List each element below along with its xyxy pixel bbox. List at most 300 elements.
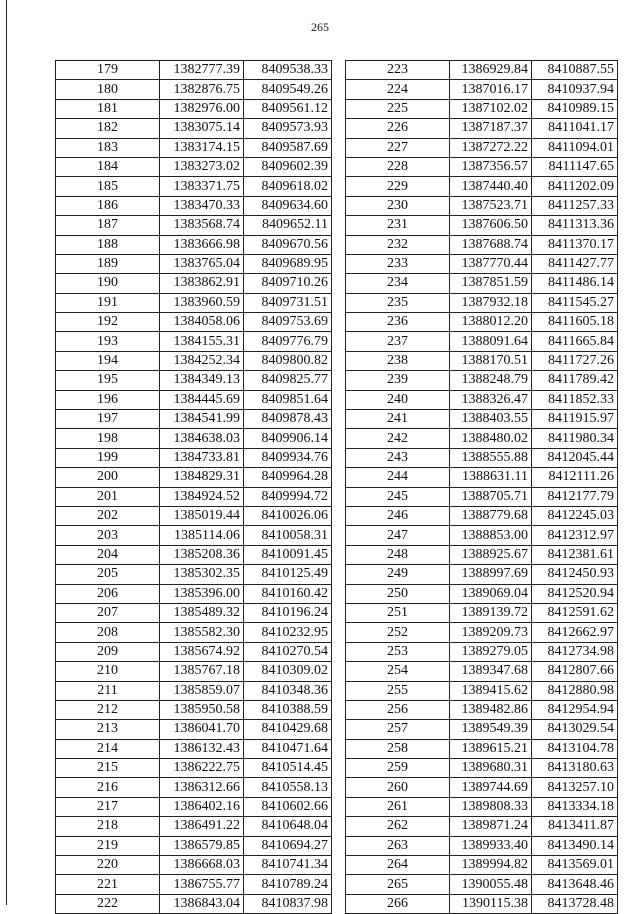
point-number-cell: 207 — [56, 603, 160, 622]
x-coordinate-cell: 1385114.06 — [160, 526, 244, 545]
x-coordinate-cell: 1385767.18 — [160, 662, 244, 681]
y-coordinate-cell: 8409549.26 — [244, 80, 332, 99]
x-coordinate-cell: 1386402.16 — [160, 797, 244, 816]
y-coordinate-cell: 8409934.76 — [244, 448, 332, 467]
point-number-cell: 238 — [346, 351, 450, 370]
point-number-cell: 257 — [346, 720, 450, 739]
x-coordinate-cell: 1390115.38 — [450, 894, 532, 913]
y-coordinate-cell: 8409538.33 — [244, 61, 332, 80]
y-coordinate-cell: 8412807.66 — [532, 662, 618, 681]
x-coordinate-cell: 1387688.74 — [450, 235, 532, 254]
table-row — [346, 61, 618, 80]
x-coordinate-cell: 1388091.64 — [450, 332, 532, 351]
x-coordinate-cell: 1387851.59 — [450, 274, 532, 293]
y-coordinate-cell: 8409776.79 — [244, 332, 332, 351]
x-coordinate-cell: 1389347.68 — [450, 662, 532, 681]
y-coordinate-cell: 8410937.94 — [532, 80, 618, 99]
point-number-cell: 179 — [56, 61, 160, 80]
y-coordinate-cell: 8412591.62 — [532, 603, 618, 622]
point-number-cell: 242 — [346, 429, 450, 448]
table-row — [56, 642, 332, 661]
table-row — [56, 739, 332, 758]
y-coordinate-cell: 8409753.69 — [244, 313, 332, 332]
table-row — [346, 817, 618, 836]
x-coordinate-cell: 1387932.18 — [450, 293, 532, 312]
y-coordinate-cell: 8409561.12 — [244, 99, 332, 118]
x-coordinate-cell: 1383960.59 — [160, 293, 244, 312]
table-row — [56, 332, 332, 351]
x-coordinate-cell: 1389680.31 — [450, 759, 532, 778]
y-coordinate-cell: 8409652.11 — [244, 216, 332, 235]
y-coordinate-cell: 8413728.48 — [532, 894, 618, 913]
y-coordinate-cell: 8410558.13 — [244, 778, 332, 797]
table-row — [346, 410, 618, 429]
point-number-cell: 218 — [56, 817, 160, 836]
point-number-cell: 243 — [346, 448, 450, 467]
point-number-cell: 265 — [346, 875, 450, 894]
x-coordinate-cell: 1385582.30 — [160, 623, 244, 642]
table-row — [56, 274, 332, 293]
x-coordinate-cell: 1386579.85 — [160, 836, 244, 855]
y-coordinate-cell: 8412880.98 — [532, 681, 618, 700]
y-coordinate-cell: 8411486.14 — [532, 274, 618, 293]
x-coordinate-cell: 1383273.02 — [160, 157, 244, 176]
y-coordinate-cell: 8409670.56 — [244, 235, 332, 254]
point-number-cell: 222 — [56, 894, 160, 913]
table-row — [56, 351, 332, 370]
point-number-cell: 212 — [56, 700, 160, 719]
table-row — [346, 894, 618, 913]
y-coordinate-cell: 8410125.49 — [244, 565, 332, 584]
y-coordinate-cell: 8410694.27 — [244, 836, 332, 855]
y-coordinate-cell: 8410196.24 — [244, 603, 332, 622]
point-number-cell: 180 — [56, 80, 160, 99]
table-row — [346, 351, 618, 370]
table-row — [346, 545, 618, 564]
table-row — [56, 448, 332, 467]
point-number-cell: 233 — [346, 254, 450, 273]
table-row — [56, 817, 332, 836]
point-number-cell: 221 — [56, 875, 160, 894]
y-coordinate-cell: 8411370.17 — [532, 235, 618, 254]
x-coordinate-cell: 1389549.39 — [450, 720, 532, 739]
x-coordinate-cell: 1386755.77 — [160, 875, 244, 894]
point-number-cell: 247 — [346, 526, 450, 545]
x-coordinate-cell: 1389744.69 — [450, 778, 532, 797]
point-number-cell: 185 — [56, 177, 160, 196]
x-coordinate-cell: 1386132.43 — [160, 739, 244, 758]
table-row — [56, 584, 332, 603]
y-coordinate-cell: 8409689.95 — [244, 254, 332, 273]
y-coordinate-cell: 8413029.54 — [532, 720, 618, 739]
point-number-cell: 262 — [346, 817, 450, 836]
table-row — [56, 681, 332, 700]
y-coordinate-cell: 8410514.45 — [244, 759, 332, 778]
table-row — [346, 623, 618, 642]
point-number-cell: 195 — [56, 371, 160, 390]
x-coordinate-cell: 1389415.62 — [450, 681, 532, 700]
x-coordinate-cell: 1386843.04 — [160, 894, 244, 913]
x-coordinate-cell: 1387523.71 — [450, 196, 532, 215]
y-coordinate-cell: 8410471.64 — [244, 739, 332, 758]
y-coordinate-cell: 8411427.77 — [532, 254, 618, 273]
x-coordinate-cell: 1383862.91 — [160, 274, 244, 293]
y-coordinate-cell: 8411147.65 — [532, 157, 618, 176]
y-coordinate-cell: 8409710.26 — [244, 274, 332, 293]
y-coordinate-cell: 8412450.93 — [532, 565, 618, 584]
y-coordinate-cell: 8412381.61 — [532, 545, 618, 564]
y-coordinate-cell: 8409800.82 — [244, 351, 332, 370]
point-number-cell: 193 — [56, 332, 160, 351]
table-row — [56, 856, 332, 875]
table-row — [346, 836, 618, 855]
table-row — [346, 759, 618, 778]
point-number-cell: 217 — [56, 797, 160, 816]
y-coordinate-cell: 8410602.66 — [244, 797, 332, 816]
point-number-cell: 216 — [56, 778, 160, 797]
y-coordinate-cell: 8409825.77 — [244, 371, 332, 390]
y-coordinate-cell: 8411313.36 — [532, 216, 618, 235]
page-number: 265 — [311, 20, 329, 34]
x-coordinate-cell: 1383174.15 — [160, 138, 244, 157]
table-row — [346, 506, 618, 525]
x-coordinate-cell: 1384638.03 — [160, 429, 244, 448]
y-coordinate-cell: 8410091.45 — [244, 545, 332, 564]
y-coordinate-cell: 8412111.26 — [532, 468, 618, 487]
y-coordinate-cell: 8409731.51 — [244, 293, 332, 312]
y-coordinate-cell: 8411915.97 — [532, 410, 618, 429]
y-coordinate-cell: 8409906.14 — [244, 429, 332, 448]
y-coordinate-cell: 8411545.27 — [532, 293, 618, 312]
x-coordinate-cell: 1384733.81 — [160, 448, 244, 467]
table-row — [56, 875, 332, 894]
x-coordinate-cell: 1387770.44 — [450, 254, 532, 273]
y-coordinate-cell: 8410058.31 — [244, 526, 332, 545]
point-number-cell: 201 — [56, 487, 160, 506]
y-coordinate-cell: 8413490.14 — [532, 836, 618, 855]
table-row — [56, 506, 332, 525]
table-row — [346, 177, 618, 196]
y-coordinate-cell: 8413569.01 — [532, 856, 618, 875]
x-coordinate-cell: 1382777.39 — [160, 61, 244, 80]
x-coordinate-cell: 1389615.21 — [450, 739, 532, 758]
x-coordinate-cell: 1383470.33 — [160, 196, 244, 215]
y-coordinate-cell: 8413257.10 — [532, 778, 618, 797]
point-number-cell: 183 — [56, 138, 160, 157]
point-number-cell: 210 — [56, 662, 160, 681]
point-number-cell: 214 — [56, 739, 160, 758]
x-coordinate-cell: 1386222.75 — [160, 759, 244, 778]
x-coordinate-cell: 1386312.66 — [160, 778, 244, 797]
table-row — [346, 429, 618, 448]
x-coordinate-cell: 1386929.84 — [450, 61, 532, 80]
y-coordinate-cell: 8411665.84 — [532, 332, 618, 351]
table-row — [56, 119, 332, 138]
table-row — [56, 565, 332, 584]
x-coordinate-cell: 1384445.69 — [160, 390, 244, 409]
table-row — [56, 894, 332, 913]
y-coordinate-cell: 8412045.44 — [532, 448, 618, 467]
point-number-cell: 198 — [56, 429, 160, 448]
x-coordinate-cell: 1388631.11 — [450, 468, 532, 487]
table-row — [56, 157, 332, 176]
table-row — [346, 797, 618, 816]
x-coordinate-cell: 1384058.06 — [160, 313, 244, 332]
table-row — [56, 468, 332, 487]
x-coordinate-cell: 1389871.24 — [450, 817, 532, 836]
x-coordinate-cell: 1386491.22 — [160, 817, 244, 836]
y-coordinate-cell: 8410026.06 — [244, 506, 332, 525]
table-row — [56, 623, 332, 642]
table-row — [346, 390, 618, 409]
point-number-cell: 213 — [56, 720, 160, 739]
y-coordinate-cell: 8411257.33 — [532, 196, 618, 215]
y-coordinate-cell: 8410309.02 — [244, 662, 332, 681]
table-row — [56, 61, 332, 80]
table-row — [56, 603, 332, 622]
point-number-cell: 237 — [346, 332, 450, 351]
table-row — [56, 487, 332, 506]
coordinates-table-left — [55, 60, 332, 914]
x-coordinate-cell: 1387187.37 — [450, 119, 532, 138]
y-coordinate-cell: 8410789.24 — [244, 875, 332, 894]
point-number-cell: 211 — [56, 681, 160, 700]
table-row — [56, 99, 332, 118]
point-number-cell: 194 — [56, 351, 160, 370]
table-row — [346, 700, 618, 719]
x-coordinate-cell: 1383075.14 — [160, 119, 244, 138]
x-coordinate-cell: 1386041.70 — [160, 720, 244, 739]
x-coordinate-cell: 1382976.00 — [160, 99, 244, 118]
x-coordinate-cell: 1389808.33 — [450, 797, 532, 816]
point-number-cell: 181 — [56, 99, 160, 118]
y-coordinate-cell: 8410388.59 — [244, 700, 332, 719]
table-row — [346, 119, 618, 138]
point-number-cell: 253 — [346, 642, 450, 661]
y-coordinate-cell: 8411202.09 — [532, 177, 618, 196]
point-number-cell: 203 — [56, 526, 160, 545]
point-number-cell: 200 — [56, 468, 160, 487]
page-edge-line — [6, 0, 7, 905]
table-row — [56, 371, 332, 390]
table-row — [346, 875, 618, 894]
point-number-cell: 190 — [56, 274, 160, 293]
y-coordinate-cell: 8413180.63 — [532, 759, 618, 778]
table-row — [346, 856, 618, 875]
table-row — [346, 642, 618, 661]
x-coordinate-cell: 1385396.00 — [160, 584, 244, 603]
y-coordinate-cell: 8411094.01 — [532, 138, 618, 157]
y-coordinate-cell: 8412177.79 — [532, 487, 618, 506]
table-row — [56, 759, 332, 778]
y-coordinate-cell: 8410348.36 — [244, 681, 332, 700]
point-number-cell: 255 — [346, 681, 450, 700]
y-coordinate-cell: 8410270.54 — [244, 642, 332, 661]
table-row — [56, 526, 332, 545]
x-coordinate-cell: 1388480.02 — [450, 429, 532, 448]
table-row — [56, 390, 332, 409]
y-coordinate-cell: 8411727.26 — [532, 351, 618, 370]
point-number-cell: 230 — [346, 196, 450, 215]
table-row — [346, 448, 618, 467]
y-coordinate-cell: 8410160.42 — [244, 584, 332, 603]
point-number-cell: 184 — [56, 157, 160, 176]
point-number-cell: 189 — [56, 254, 160, 273]
x-coordinate-cell: 1387016.17 — [450, 80, 532, 99]
table-row — [56, 797, 332, 816]
point-number-cell: 188 — [56, 235, 160, 254]
x-coordinate-cell: 1382876.75 — [160, 80, 244, 99]
x-coordinate-cell: 1387102.02 — [450, 99, 532, 118]
y-coordinate-cell: 8409618.02 — [244, 177, 332, 196]
point-number-cell: 196 — [56, 390, 160, 409]
point-number-cell: 204 — [56, 545, 160, 564]
y-coordinate-cell: 8410232.95 — [244, 623, 332, 642]
x-coordinate-cell: 1389482.86 — [450, 700, 532, 719]
y-coordinate-cell: 8413334.18 — [532, 797, 618, 816]
point-number-cell: 226 — [346, 119, 450, 138]
table-row — [346, 216, 618, 235]
y-coordinate-cell: 8412312.97 — [532, 526, 618, 545]
y-coordinate-cell: 8412954.94 — [532, 700, 618, 719]
x-coordinate-cell: 1389139.72 — [450, 603, 532, 622]
table-row — [346, 778, 618, 797]
table-row — [346, 293, 618, 312]
x-coordinate-cell: 1390055.48 — [450, 875, 532, 894]
point-number-cell: 202 — [56, 506, 160, 525]
y-coordinate-cell: 8409851.64 — [244, 390, 332, 409]
x-coordinate-cell: 1384252.34 — [160, 351, 244, 370]
table-row — [56, 196, 332, 215]
x-coordinate-cell: 1389933.40 — [450, 836, 532, 855]
y-coordinate-cell: 8410429.68 — [244, 720, 332, 739]
x-coordinate-cell: 1386668.03 — [160, 856, 244, 875]
y-coordinate-cell: 8412245.03 — [532, 506, 618, 525]
point-number-cell: 248 — [346, 545, 450, 564]
x-coordinate-cell: 1383765.04 — [160, 254, 244, 273]
y-coordinate-cell: 8412662.97 — [532, 623, 618, 642]
table-row — [56, 429, 332, 448]
point-number-cell: 206 — [56, 584, 160, 603]
x-coordinate-cell: 1388012.20 — [450, 313, 532, 332]
y-coordinate-cell: 8411789.42 — [532, 371, 618, 390]
table-row — [56, 177, 332, 196]
point-number-cell: 263 — [346, 836, 450, 855]
y-coordinate-cell: 8411041.17 — [532, 119, 618, 138]
table-row — [56, 662, 332, 681]
y-coordinate-cell: 8409964.28 — [244, 468, 332, 487]
x-coordinate-cell: 1388326.47 — [450, 390, 532, 409]
point-number-cell: 231 — [346, 216, 450, 235]
x-coordinate-cell: 1385489.32 — [160, 603, 244, 622]
table-row — [346, 487, 618, 506]
point-number-cell: 266 — [346, 894, 450, 913]
table-row — [56, 313, 332, 332]
point-number-cell: 256 — [346, 700, 450, 719]
y-coordinate-cell: 8410837.98 — [244, 894, 332, 913]
x-coordinate-cell: 1383568.74 — [160, 216, 244, 235]
point-number-cell: 245 — [346, 487, 450, 506]
y-coordinate-cell: 8409587.69 — [244, 138, 332, 157]
table-row — [56, 720, 332, 739]
point-number-cell: 228 — [346, 157, 450, 176]
table-row — [56, 778, 332, 797]
point-number-cell: 209 — [56, 642, 160, 661]
table-row — [346, 584, 618, 603]
y-coordinate-cell: 8413104.78 — [532, 739, 618, 758]
table-row — [346, 565, 618, 584]
x-coordinate-cell: 1388705.71 — [450, 487, 532, 506]
table-row — [56, 216, 332, 235]
table-row — [56, 235, 332, 254]
point-number-cell: 197 — [56, 410, 160, 429]
table-row — [346, 332, 618, 351]
x-coordinate-cell: 1383371.75 — [160, 177, 244, 196]
point-number-cell: 264 — [346, 856, 450, 875]
point-number-cell: 229 — [346, 177, 450, 196]
table-row — [346, 681, 618, 700]
table-row — [56, 80, 332, 99]
x-coordinate-cell: 1383666.98 — [160, 235, 244, 254]
y-coordinate-cell: 8410989.15 — [532, 99, 618, 118]
point-number-cell: 224 — [346, 80, 450, 99]
table-row — [56, 293, 332, 312]
x-coordinate-cell: 1384349.13 — [160, 371, 244, 390]
x-coordinate-cell: 1387606.50 — [450, 216, 532, 235]
x-coordinate-cell: 1388555.88 — [450, 448, 532, 467]
table-row — [346, 603, 618, 622]
point-number-cell: 246 — [346, 506, 450, 525]
point-number-cell: 199 — [56, 448, 160, 467]
x-coordinate-cell: 1387440.40 — [450, 177, 532, 196]
point-number-cell: 186 — [56, 196, 160, 215]
point-number-cell: 241 — [346, 410, 450, 429]
point-number-cell: 239 — [346, 371, 450, 390]
x-coordinate-cell: 1384155.31 — [160, 332, 244, 351]
point-number-cell: 191 — [56, 293, 160, 312]
point-number-cell: 219 — [56, 836, 160, 855]
point-number-cell: 236 — [346, 313, 450, 332]
point-number-cell: 232 — [346, 235, 450, 254]
table-row — [346, 80, 618, 99]
y-coordinate-cell: 8413648.46 — [532, 875, 618, 894]
x-coordinate-cell: 1388170.51 — [450, 351, 532, 370]
x-coordinate-cell: 1389279.05 — [450, 642, 532, 661]
point-number-cell: 258 — [346, 739, 450, 758]
table-row — [56, 138, 332, 157]
table-row — [56, 545, 332, 564]
point-number-cell: 227 — [346, 138, 450, 157]
x-coordinate-cell: 1385859.07 — [160, 681, 244, 700]
x-coordinate-cell: 1389994.82 — [450, 856, 532, 875]
coordinates-table-right — [345, 60, 618, 914]
table-row — [346, 254, 618, 273]
point-number-cell: 254 — [346, 662, 450, 681]
x-coordinate-cell: 1388403.55 — [450, 410, 532, 429]
table-row — [346, 526, 618, 545]
y-coordinate-cell: 8409573.93 — [244, 119, 332, 138]
y-coordinate-cell: 8413411.87 — [532, 817, 618, 836]
y-coordinate-cell: 8409878.43 — [244, 410, 332, 429]
point-number-cell: 261 — [346, 797, 450, 816]
y-coordinate-cell: 8411980.34 — [532, 429, 618, 448]
y-coordinate-cell: 8410648.04 — [244, 817, 332, 836]
x-coordinate-cell: 1385950.58 — [160, 700, 244, 719]
point-number-cell: 234 — [346, 274, 450, 293]
table-row — [346, 371, 618, 390]
table-row — [56, 836, 332, 855]
point-number-cell: 259 — [346, 759, 450, 778]
